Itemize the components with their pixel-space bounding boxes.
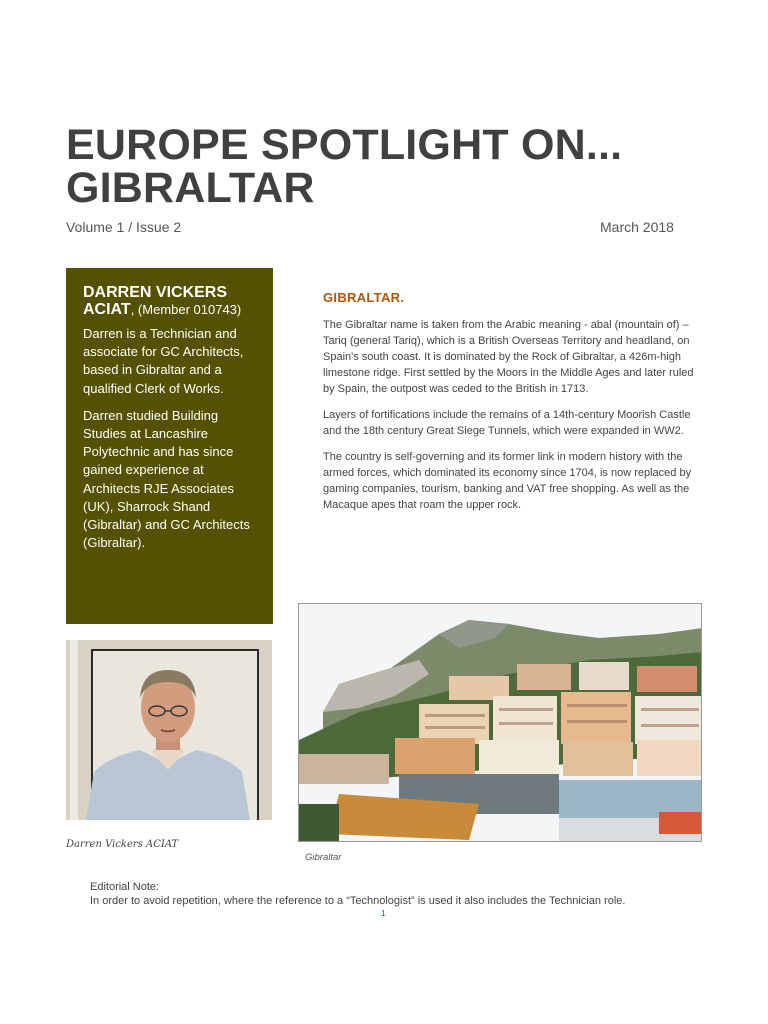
editorial-note [90, 881, 625, 908]
issue-date: March 2018 [600, 219, 674, 235]
article-paragraph-3: The country is self-governing and its former link in modern history with the armed forces, which dominated its economy since 1704, is now replaced by gaming companies, tourism, banking and VAT free shopping. As well as the Macaque apes that roam the upper rock. [323, 451, 692, 511]
gibraltar-illustration [299, 604, 702, 842]
page-title [66, 121, 726, 212]
bio-member-number: , (Member 010743) [130, 302, 242, 317]
article [323, 290, 695, 523]
page-number: 1 [381, 909, 386, 918]
editorial-label: Editorial Note: [90, 881, 160, 893]
volume-issue: Volume 1 / Issue 2 [66, 219, 182, 235]
article-heading: GIBRALTAR. [323, 290, 405, 305]
title-line-2: GIBRALTAR [66, 164, 315, 212]
bio-paragraph-2: Darren studied Building Studies at Lancashire Polytechnic and has since gained experience at Architects RJE Associates (UK), Sharrock Shand (Gibraltar) and GC Architects (Gibraltar). [83, 407, 250, 551]
city-caption: Gibraltar [305, 852, 342, 863]
portrait-caption: Darren Vickers ACIAT [66, 839, 179, 850]
editorial-text: In order to avoid repetition, where the reference to a “Technologist” is used it also includes the Technician role. [90, 894, 626, 907]
bio-name [83, 284, 259, 318]
bio-panel [66, 268, 273, 624]
article-paragraph-2: Layers of fortifications include the remains of a 14th-century Moorish Castle and the 18th century Great Siege Tunnels, which were expanded in WW2. [323, 409, 691, 437]
gibraltar-photo [298, 603, 702, 842]
article-paragraph-1: The Gibraltar name is taken from the Arabic meaning - abal (mountain of) – Tariq (general Tariq), which is a British Overseas Territory and headland, on Spain's south coast. It is dominated by the Rock of Gibraltar, a 426m-high limestone ridge. First settled by the Moors in the Middle Ages and later ruled by Spain, the outpost was ceded to the British in 1713. [323, 319, 694, 395]
bio-name-text: DARREN VICKERS ACIAT [83, 284, 228, 318]
bio-paragraph-1: Darren is a Technician and associate for GC Architects, based in Gibraltar and a qualified Clerk of Works. [83, 326, 244, 396]
portrait-photo [66, 640, 272, 820]
title-line-1: EUROPE SPOTLIGHT ON... [66, 121, 623, 169]
portrait-illustration [66, 640, 272, 820]
